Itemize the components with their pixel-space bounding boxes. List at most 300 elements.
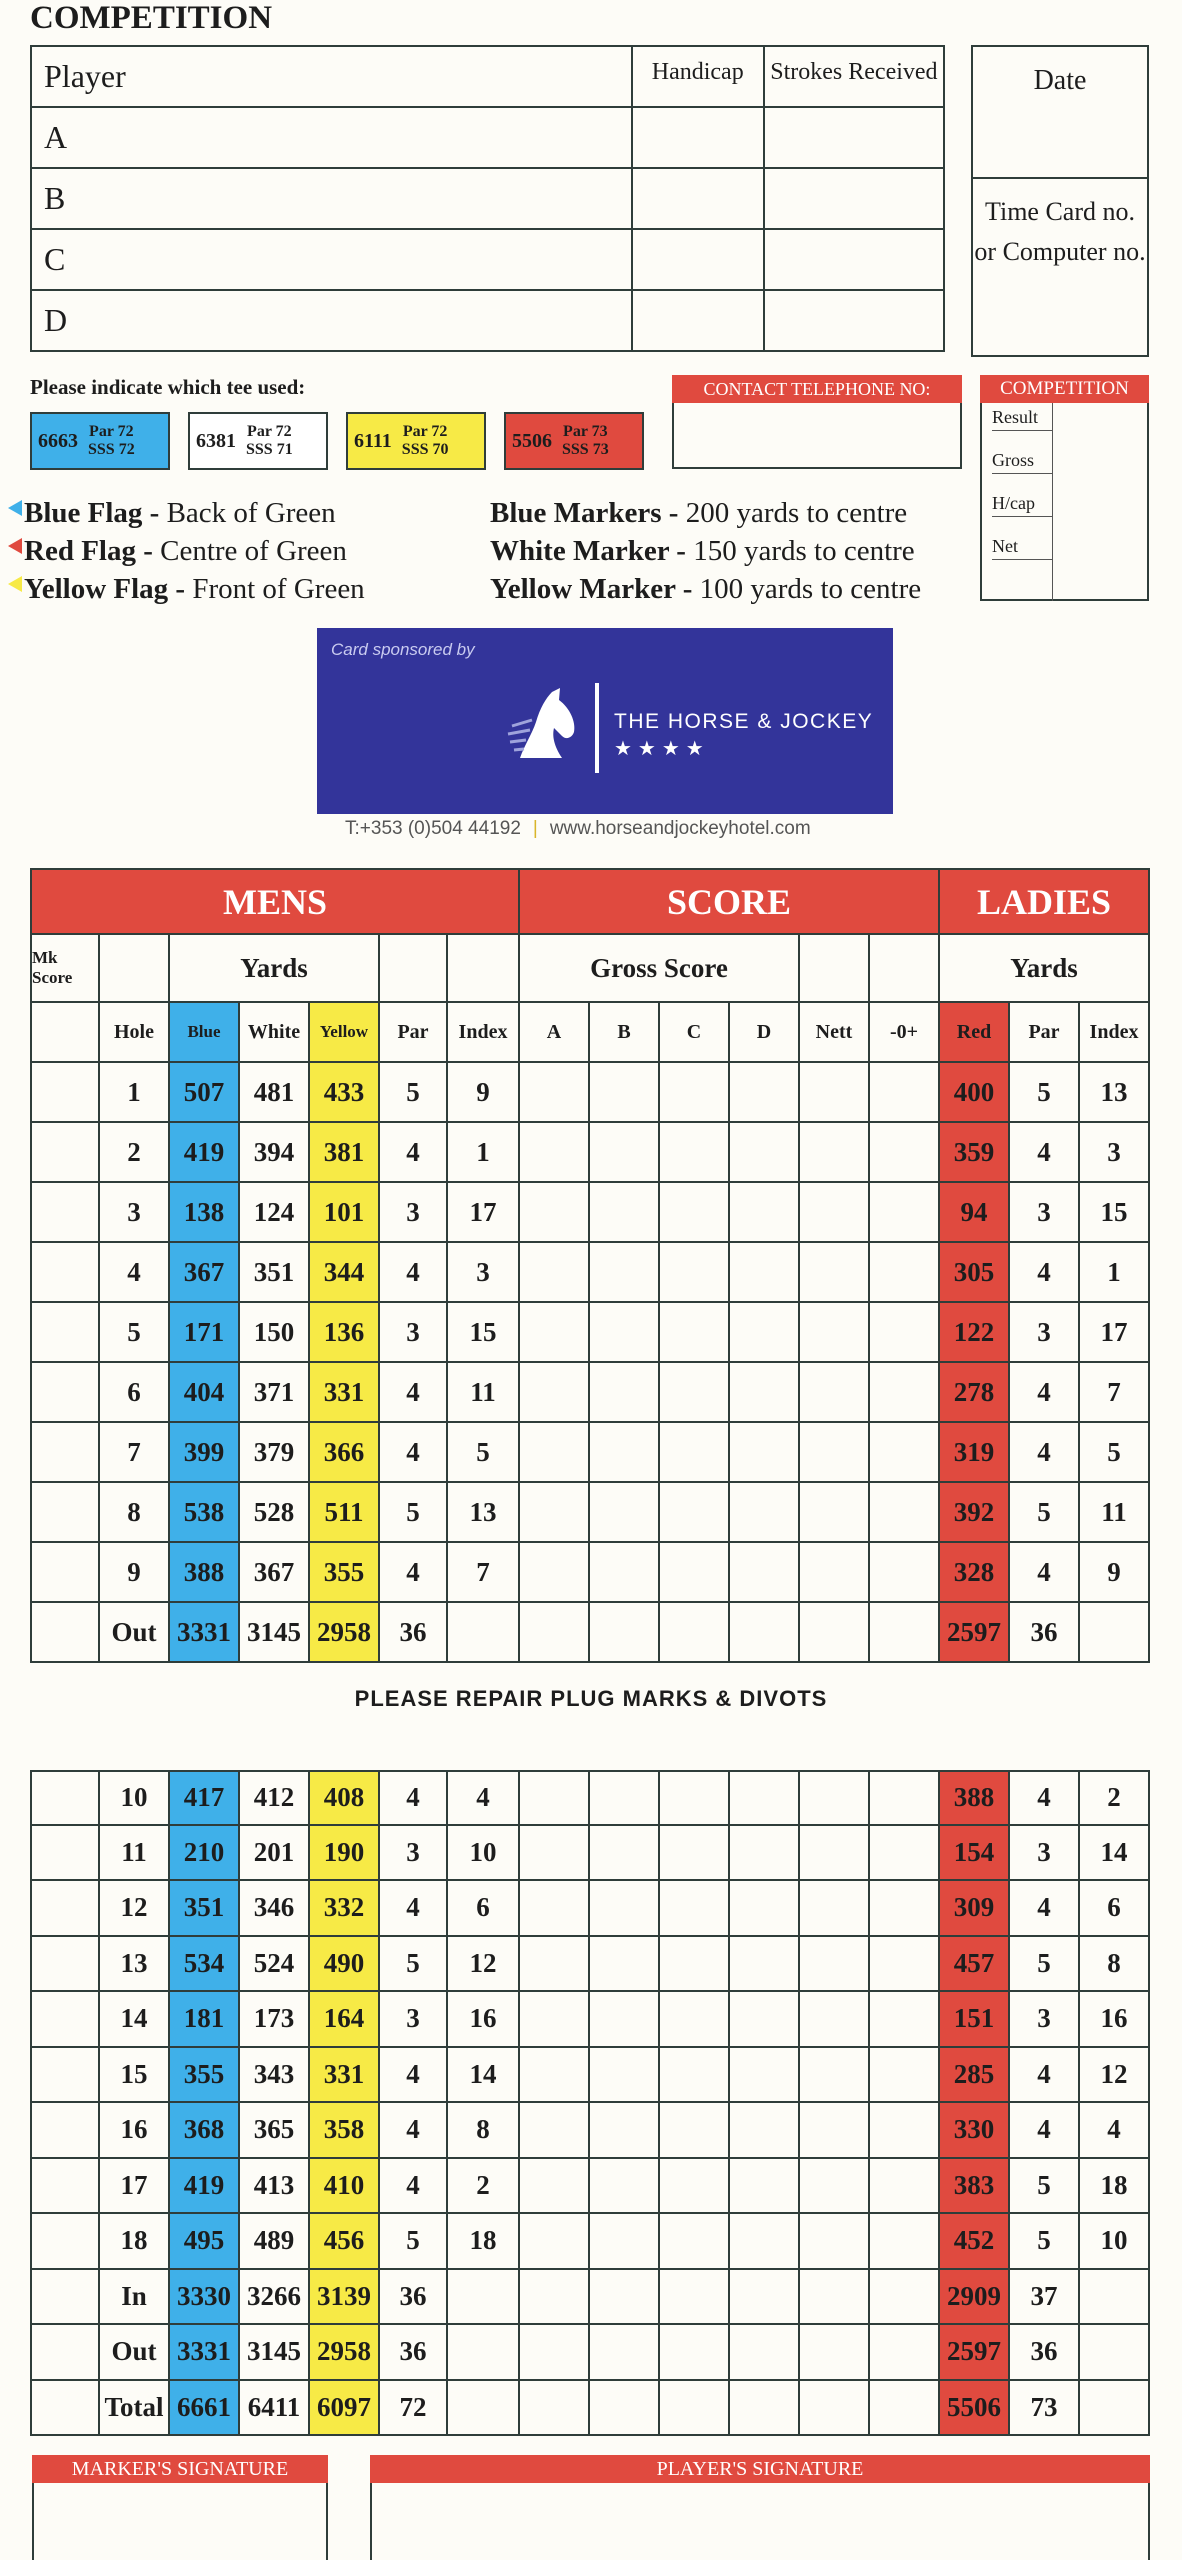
mk-score-cell[interactable] [30,1826,100,1882]
yellow-yards-cell: 6097 [310,2381,380,2437]
blank-header-cell [870,935,940,1003]
red-yards-cell: 154 [940,1826,1010,1882]
contact-phone-header: CONTACT TELEPHONE NO: [672,375,962,403]
mk-score-cell[interactable] [30,1770,100,1826]
blank-header-cell [800,935,870,1003]
mk-score-cell[interactable] [30,1363,100,1423]
nett-cell[interactable] [800,1483,870,1543]
gross-score-header: Gross Score [520,935,800,1003]
competition-divider [1052,403,1053,601]
blue-yards-col-header: Blue [170,1003,240,1063]
score-a-cell[interactable] [520,1363,590,1423]
score-c-cell[interactable] [660,1243,730,1303]
blue-yards-cell: 495 [170,2214,240,2270]
score-b-cell[interactable] [590,2103,660,2159]
handicap-cell[interactable] [632,229,764,290]
score-c-cell[interactable] [660,2048,730,2104]
flag-legend-yellow: Yellow Flag - Front of Green [8,573,365,606]
score-d-cell[interactable] [730,1183,800,1243]
white-yards-cell: 371 [240,1363,310,1423]
score-d-cell[interactable] [730,1937,800,1993]
marker-legend-yellow: Yellow Marker - 100 yards to centre [490,573,922,605]
player-signature-field[interactable] [370,2483,1150,2560]
par-cell: 5 [380,1063,448,1123]
ladies-index-cell: 3 [1080,1123,1150,1183]
score-b-cell[interactable] [590,1770,660,1826]
timecard-line2: or Computer no. [974,237,1146,266]
white-yards-cell: 367 [240,1543,310,1603]
player-row-a[interactable]: A [31,107,632,168]
score-a-cell[interactable] [520,1826,590,1882]
hole-cell: 6 [100,1363,170,1423]
plus-minus-cell[interactable] [870,1363,940,1423]
plus-minus-cell[interactable] [870,1123,940,1183]
mk-score-cell[interactable] [30,1123,100,1183]
score-b-cell[interactable] [590,1826,660,1882]
blue-yards-cell: 3330 [170,2270,240,2326]
strokes-cell[interactable] [764,107,944,168]
nett-col-header: Nett [800,1003,870,1063]
hole-cell: 18 [100,2214,170,2270]
score-a-cell[interactable] [520,2270,590,2326]
score-c-cell[interactable] [660,1826,730,1882]
plus-minus-cell[interactable] [870,2381,940,2437]
index-cell: 13 [448,1483,520,1543]
ladies-par-cell: 4 [1010,2103,1080,2159]
handicap-cell[interactable] [632,107,764,168]
nett-cell[interactable] [800,1826,870,1882]
white-yards-cell: 394 [240,1123,310,1183]
mk-score-cell[interactable] [30,1063,100,1123]
mk-score-cell[interactable] [30,1423,100,1483]
blue-yards-cell: 351 [170,1881,240,1937]
plus-minus-cell[interactable] [870,1423,940,1483]
par-cell: 5 [380,2214,448,2270]
mk-score-cell[interactable] [30,2270,100,2326]
sponsor-name: THE HORSE & JOCKEY [614,710,874,733]
score-b-cell[interactable] [590,2325,660,2381]
blue-yards-cell: 419 [170,2159,240,2215]
par-cell: 36 [380,1603,448,1663]
nett-cell[interactable] [800,1992,870,2048]
mk-score-cell[interactable] [30,1881,100,1937]
score-b-cell[interactable] [590,2270,660,2326]
score-b-cell[interactable] [590,2381,660,2437]
plus-minus-cell[interactable] [870,1937,940,1993]
plus-minus-cell[interactable] [870,1183,940,1243]
hole-cell: 15 [100,2048,170,2104]
score-a-cell[interactable] [520,1063,590,1123]
plus-minus-cell[interactable] [870,1603,940,1663]
score-d-cell[interactable] [730,1123,800,1183]
score-d-cell[interactable] [730,1303,800,1363]
blue-yards-cell: 368 [170,2103,240,2159]
score-b-cell[interactable] [590,2048,660,2104]
plus-minus-cell[interactable] [870,1770,940,1826]
plus-minus-cell[interactable] [870,2214,940,2270]
hole-cell: 4 [100,1243,170,1303]
nett-cell[interactable] [800,1423,870,1483]
score-a-cell[interactable] [520,2325,590,2381]
score-c-cell[interactable] [660,1063,730,1123]
plus-minus-cell[interactable] [870,2048,940,2104]
par-cell: 72 [380,2381,448,2437]
result-label: Result [992,407,1052,431]
score-c-cell[interactable] [660,2103,730,2159]
plus-minus-cell[interactable] [870,1881,940,1937]
hole-cell: 11 [100,1826,170,1882]
par-cell: 4 [380,1243,448,1303]
plus-minus-cell[interactable] [870,2103,940,2159]
hole-cell: 17 [100,2159,170,2215]
hole-cell: 5 [100,1303,170,1363]
plus-minus-cell[interactable] [870,2325,940,2381]
yellow-yards-cell: 408 [310,1770,380,1826]
nett-cell[interactable] [800,2048,870,2104]
score-a-cell[interactable] [520,2214,590,2270]
marker-legend-blue: Blue Markers - 200 yards to centre [490,497,908,529]
nett-cell[interactable] [800,1937,870,1993]
index-cell: 2 [448,2159,520,2215]
red-yards-cell: 2909 [940,2270,1010,2326]
score-c-cell[interactable] [660,1123,730,1183]
sponsor-website[interactable]: www.horseandjockeyhotel.com [549,818,811,839]
white-yards-cell: 124 [240,1183,310,1243]
strokes-cell[interactable] [764,168,944,229]
ladies-par-cell: 4 [1010,2048,1080,2104]
score-a-cell[interactable] [520,1483,590,1543]
white-yards-cell: 489 [240,2214,310,2270]
score-d-cell[interactable] [730,2048,800,2104]
ladies-par-cell: 3 [1010,1826,1080,1882]
score-b-cell[interactable] [590,1992,660,2048]
score-a-cell[interactable] [520,2103,590,2159]
score-c-cell[interactable] [660,1183,730,1243]
ladies-index-cell: 9 [1080,1543,1150,1603]
score-b-cell[interactable] [590,1063,660,1123]
strokes-cell[interactable] [764,290,944,351]
mk-score-cell[interactable] [30,2103,100,2159]
score-a-cell[interactable] [520,1603,590,1663]
score-d-cell[interactable] [730,1992,800,2048]
score-c-cell[interactable] [660,1992,730,2048]
mk-score-cell[interactable] [30,1183,100,1243]
score-b-cell[interactable] [590,1123,660,1183]
ladies-par-cell: 4 [1010,1363,1080,1423]
hole-cell: 3 [100,1183,170,1243]
yellow-yards-col-header: Yellow [310,1003,380,1063]
nett-cell[interactable] [800,1183,870,1243]
ladies-index-cell: 16 [1080,1992,1150,2048]
tee-option-yellow[interactable] [346,412,486,470]
par-cell: 5 [380,1937,448,1993]
par-cell: 4 [380,1770,448,1826]
score-a-cell[interactable] [520,2159,590,2215]
ladies-par-cell: 5 [1010,1063,1080,1123]
tee-yards: 6381 [196,429,236,452]
blue-yards-cell: 355 [170,2048,240,2104]
player-col-header: Player [31,46,632,107]
index-cell: 8 [448,2103,520,2159]
ladies-par-cell: 73 [1010,2381,1080,2437]
score-c-cell[interactable] [660,2270,730,2326]
hole-cell: 7 [100,1423,170,1483]
nett-cell[interactable] [800,2214,870,2270]
nett-cell[interactable] [800,2325,870,2381]
white-yards-cell: 201 [240,1826,310,1882]
score-d-cell[interactable] [730,2214,800,2270]
ladies-par-cell: 5 [1010,1937,1080,1993]
score-b-cell[interactable] [590,1363,660,1423]
nett-cell[interactable] [800,2381,870,2437]
nett-cell[interactable] [800,1063,870,1123]
plus-minus-cell[interactable] [870,1826,940,1882]
score-d-cell[interactable] [730,2325,800,2381]
yellow-yards-cell: 136 [310,1303,380,1363]
mk-score-cell[interactable] [30,1483,100,1543]
score-b-col-header: B [590,1003,660,1063]
plus-minus-cell[interactable] [870,2270,940,2326]
player-row-b[interactable]: B [31,168,632,229]
red-yards-cell: 452 [940,2214,1010,2270]
score-b-cell[interactable] [590,1937,660,1993]
score-d-cell[interactable] [730,2381,800,2437]
index-cell: 5 [448,1423,520,1483]
score-d-cell[interactable] [730,2159,800,2215]
score-b-cell[interactable] [590,1603,660,1663]
hcap-label: H/cap [992,493,1052,517]
nett-cell[interactable] [800,1770,870,1826]
mk-score-cell[interactable] [30,2214,100,2270]
timecard-label [973,192,1147,272]
score-d-cell[interactable] [730,1363,800,1423]
handicap-cell[interactable] [632,290,764,351]
yellow-yards-cell: 331 [310,2048,380,2104]
index-cell: 17 [448,1183,520,1243]
tee-option-white[interactable] [188,412,328,470]
score-b-cell[interactable] [590,1303,660,1363]
ladies-yards-header: Yards [940,935,1150,1003]
score-a-cell[interactable] [520,1881,590,1937]
par-cell: 4 [380,1881,448,1937]
score-b-cell[interactable] [590,2214,660,2270]
flag-legend-red: Red Flag - Centre of Green [8,535,347,568]
index-cell [448,2270,520,2326]
score-c-cell[interactable] [660,1303,730,1363]
sponsor-banner [317,628,893,814]
contact-phone-field[interactable] [672,403,962,469]
score-c-cell[interactable] [660,2381,730,2437]
score-a-cell[interactable] [520,1423,590,1483]
plus-minus-cell[interactable] [870,1992,940,2048]
score-c-cell[interactable] [660,1483,730,1543]
score-a-cell[interactable] [520,1937,590,1993]
sponsor-divider [595,683,599,773]
score-d-cell[interactable] [730,1423,800,1483]
mk-score-cell[interactable] [30,1992,100,2048]
ladies-par-cell: 4 [1010,1123,1080,1183]
mk-score-cell[interactable] [30,1937,100,1993]
mk-score-cell[interactable] [30,1543,100,1603]
blue-yards-cell: 534 [170,1937,240,1993]
score-c-cell[interactable] [660,1881,730,1937]
tee-yards: 5506 [512,429,552,452]
score-a-cell[interactable] [520,2381,590,2437]
score-d-cell[interactable] [730,1770,800,1826]
ladies-index-cell: 10 [1080,2214,1150,2270]
red-yards-cell: 305 [940,1243,1010,1303]
yellow-yards-cell: 456 [310,2214,380,2270]
score-a-cell[interactable] [520,1770,590,1826]
nett-cell[interactable] [800,1881,870,1937]
ladies-index-cell: 8 [1080,1937,1150,1993]
ladies-par-col-header: Par [1010,1003,1080,1063]
mk-score-cell[interactable] [30,2325,100,2381]
hole-cell: Out [100,1603,170,1663]
score-c-cell[interactable] [660,1363,730,1423]
tee-par-sss: Par 72 SSS 71 [246,423,293,458]
competition-box[interactable] [980,403,1149,601]
mk-score-cell[interactable] [30,1303,100,1363]
yellow-yards-cell: 190 [310,1826,380,1882]
player-row-d[interactable]: D [31,290,632,351]
score-a-cell[interactable] [520,1543,590,1603]
yellow-yards-cell: 433 [310,1063,380,1123]
handicap-cell[interactable] [632,168,764,229]
ladies-index-cell: 6 [1080,1881,1150,1937]
date-box[interactable] [971,45,1149,357]
marker-signature-header: MARKER'S SIGNATURE [32,2455,328,2483]
net-label: Net [992,536,1052,560]
hole-cell: 9 [100,1543,170,1603]
score-b-cell[interactable] [590,1243,660,1303]
mk-score-cell[interactable] [30,1603,100,1663]
score-c-cell[interactable] [660,1423,730,1483]
white-yards-cell: 173 [240,1992,310,2048]
hole-cell: 14 [100,1992,170,2048]
score-b-cell[interactable] [590,1881,660,1937]
plus-minus-cell[interactable] [870,1543,940,1603]
strokes-cell[interactable] [764,229,944,290]
ladies-par-cell: 4 [1010,1243,1080,1303]
player-row-c[interactable]: C [31,229,632,290]
ladies-par-cell: 4 [1010,1881,1080,1937]
plus-minus-cell[interactable] [870,1063,940,1123]
red-yards-cell: 309 [940,1881,1010,1937]
blue-yards-cell: 138 [170,1183,240,1243]
score-d-cell[interactable] [730,1603,800,1663]
nett-cell[interactable] [800,1123,870,1183]
plus-minus-cell[interactable] [870,1483,940,1543]
ladies-par-cell: 4 [1010,1770,1080,1826]
score-d-cell[interactable] [730,1543,800,1603]
ladies-header: LADIES [940,868,1150,935]
mk-score-col-header [30,1003,100,1063]
score-a-cell[interactable] [520,2048,590,2104]
mk-score-cell[interactable] [30,2048,100,2104]
white-yards-cell: 365 [240,2103,310,2159]
plus-minus-cell[interactable] [870,1243,940,1303]
competition-box-header: COMPETITION [980,375,1149,403]
blue-yards-cell: 171 [170,1303,240,1363]
tee-par-sss: Par 72 SSS 72 [88,423,135,458]
score-a-cell[interactable] [520,1243,590,1303]
par-cell: 4 [380,1123,448,1183]
score-c-cell[interactable] [660,2214,730,2270]
white-yards-cell: 412 [240,1770,310,1826]
score-a-cell[interactable] [520,1183,590,1243]
red-yards-cell: 2597 [940,1603,1010,1663]
plus-minus-cell[interactable] [870,1303,940,1363]
score-b-cell[interactable] [590,1483,660,1543]
score-d-cell[interactable] [730,1826,800,1882]
score-c-cell[interactable] [660,1770,730,1826]
ladies-index-cell [1080,2325,1150,2381]
nett-cell[interactable] [800,2103,870,2159]
nett-cell[interactable] [800,1603,870,1663]
par-cell: 4 [380,1363,448,1423]
mk-score-cell[interactable] [30,2159,100,2215]
blue-yards-cell: 367 [170,1243,240,1303]
score-a-cell[interactable] [520,1992,590,2048]
score-d-cell[interactable] [730,2270,800,2326]
nett-cell[interactable] [800,1243,870,1303]
tee-option-red[interactable] [504,412,644,470]
nett-cell[interactable] [800,1303,870,1363]
par-cell: 4 [380,1543,448,1603]
ladies-index-cell: 5 [1080,1423,1150,1483]
white-yards-cell: 3145 [240,1603,310,1663]
white-yards-cell: 6411 [240,2381,310,2437]
score-b-cell[interactable] [590,2159,660,2215]
red-yards-cell: 94 [940,1183,1010,1243]
nett-cell[interactable] [800,2159,870,2215]
tee-par-sss: Par 72 SSS 70 [401,423,449,458]
score-b-cell[interactable] [590,1183,660,1243]
ladies-par-cell: 3 [1010,1303,1080,1363]
score-b-cell[interactable] [590,1423,660,1483]
mk-score-cell[interactable] [30,1243,100,1303]
score-d-cell[interactable] [730,1063,800,1123]
ladies-index-cell [1080,2381,1150,2437]
nett-cell[interactable] [800,1543,870,1603]
score-a-cell[interactable] [520,1123,590,1183]
date-divider [973,177,1147,179]
score-c-cell[interactable] [660,1603,730,1663]
score-b-cell[interactable] [590,1543,660,1603]
score-d-cell[interactable] [730,1881,800,1937]
white-yards-cell: 343 [240,2048,310,2104]
nett-cell[interactable] [800,1363,870,1423]
nett-cell[interactable] [800,2270,870,2326]
score-c-cell[interactable] [660,2159,730,2215]
score-c-cell[interactable] [660,2325,730,2381]
score-d-cell[interactable] [730,1483,800,1543]
score-a-cell[interactable] [520,1303,590,1363]
hole-cell: 2 [100,1123,170,1183]
ladies-index-cell: 1 [1080,1243,1150,1303]
score-d-cell[interactable] [730,1243,800,1303]
tee-option-blue[interactable] [30,412,170,470]
mk-score-cell[interactable] [30,2381,100,2437]
score-d-cell[interactable] [730,2103,800,2159]
marker-signature-field[interactable] [32,2483,328,2560]
plus-minus-cell[interactable] [870,2159,940,2215]
score-c-cell[interactable] [660,1543,730,1603]
index-cell: 16 [448,1992,520,2048]
score-c-cell[interactable] [660,1937,730,1993]
hole-cell: Out [100,2325,170,2381]
